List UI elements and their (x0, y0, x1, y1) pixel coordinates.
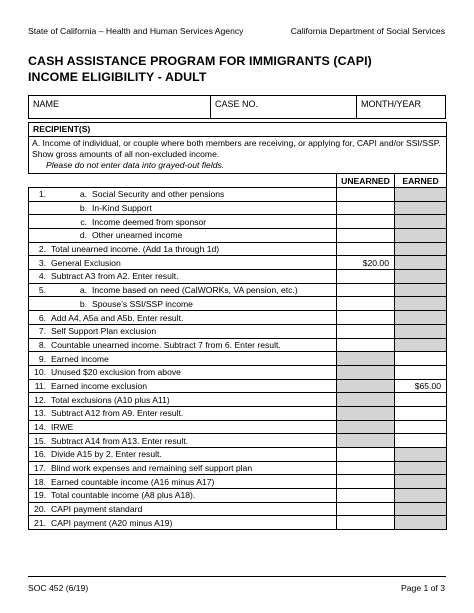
line-item-description (29, 461, 337, 475)
line-item-label: CAPI payment standard (51, 504, 143, 515)
earned-amount-cell (395, 502, 447, 516)
name-field[interactable]: NAME (29, 96, 211, 118)
sub-item-letter: a. (79, 285, 87, 296)
table-row (29, 283, 447, 297)
grayed-fields-note: Please do not enter data into grayed-out fields. (46, 160, 225, 171)
line-item-description (29, 242, 337, 256)
line-item-label: Subtract A12 from A9. Enter result. (51, 408, 184, 419)
line-number: 3. (38, 257, 46, 268)
unearned-amount-cell[interactable] (337, 311, 395, 325)
line-item-label: IRWE (51, 422, 74, 433)
line-item-description (29, 311, 337, 325)
section-a-intro (29, 136, 447, 174)
section-a-prefix: A. (32, 137, 41, 148)
identification-fields (28, 95, 446, 119)
line-item-label: Earned income exclusion (51, 380, 148, 391)
line-item-description (29, 502, 337, 516)
earned-amount-cell (395, 297, 447, 311)
sub-item-letter: b. (79, 298, 87, 309)
unearned-amount-cell[interactable] (337, 283, 395, 297)
line-item-description (29, 215, 337, 229)
table-row (29, 393, 447, 407)
line-item-label: Unused $20 exclusion from above (51, 367, 181, 378)
table-row (29, 365, 447, 379)
earned-amount-cell[interactable] (395, 352, 447, 366)
line-item-description (29, 283, 337, 297)
line-item-label: Subtract A3 from A2. Enter result. (51, 271, 179, 282)
unearned-amount-cell[interactable] (337, 516, 395, 530)
line-item-label: Divide A15 by 2. Enter result. (51, 449, 162, 460)
agency-header: State of California – Health and Human Services Agency (28, 26, 244, 36)
table-row (29, 461, 447, 475)
line-item-description (29, 516, 337, 530)
earned-amount-cell (395, 489, 447, 503)
unearned-amount-cell[interactable] (337, 270, 395, 284)
unearned-amount-cell (337, 352, 395, 366)
earned-amount-cell[interactable] (395, 406, 447, 420)
line-item-description (29, 201, 337, 215)
table-row (29, 187, 447, 201)
line-item-label: Earned income (51, 353, 109, 364)
earned-amount-cell (395, 256, 447, 270)
column-header-spacer (29, 174, 337, 188)
unearned-amount-cell: $20.00 (337, 256, 395, 270)
table-row (29, 448, 447, 462)
line-item-description (29, 229, 337, 243)
line-item-label: In-Kind Support (92, 203, 152, 214)
unearned-amount-cell[interactable] (337, 187, 395, 201)
table-row (29, 516, 447, 530)
line-item-description (29, 352, 337, 366)
earned-amount-cell[interactable] (395, 393, 447, 407)
line-item-label: Add A4, A5a and A5b. Enter result. (51, 312, 184, 323)
line-item-description (29, 475, 337, 489)
line-item-description (29, 434, 337, 448)
table-row (29, 434, 447, 448)
line-number: 13. (34, 408, 46, 419)
earned-amount-cell (395, 201, 447, 215)
earned-amount-cell[interactable] (395, 434, 447, 448)
line-item-label: Earned countable income (A16 minus A17) (51, 476, 215, 487)
line-number: 20. (34, 504, 46, 515)
line-item-description (29, 448, 337, 462)
line-item-label: Other unearned income (92, 230, 183, 241)
earned-amount-cell (395, 324, 447, 338)
earned-amount-cell (395, 516, 447, 530)
case-number-field[interactable]: CASE NO. (211, 96, 357, 118)
recipient-heading: RECIPIENT(S) (29, 123, 447, 137)
income-eligibility-table (28, 122, 447, 530)
unearned-amount-cell (337, 434, 395, 448)
earned-amount-cell (395, 229, 447, 243)
table-row (29, 489, 447, 503)
column-header-unearned: UNEARNED (337, 174, 395, 188)
line-item-description (29, 256, 337, 270)
earned-amount-cell (395, 448, 447, 462)
table-row (29, 338, 447, 352)
line-number: 16. (34, 449, 46, 460)
line-item-label: Spouse’s SSI/SSP income (92, 298, 193, 309)
line-number: 6. (38, 312, 46, 323)
table-row (29, 229, 447, 243)
line-item-description (29, 379, 337, 393)
line-item-description (29, 338, 337, 352)
unearned-amount-cell (337, 379, 395, 393)
unearned-amount-cell (337, 420, 395, 434)
line-number: 21. (34, 517, 46, 528)
line-item-label: CAPI payment (A20 minus A19) (51, 517, 173, 528)
line-number: 9. (38, 353, 46, 364)
sub-item-letter: d. (79, 230, 87, 241)
table-row (29, 475, 447, 489)
line-item-description (29, 297, 337, 311)
unearned-amount-cell (337, 365, 395, 379)
line-item-description (29, 270, 337, 284)
unearned-amount-cell[interactable] (337, 338, 395, 352)
line-item-description (29, 420, 337, 434)
unearned-amount-cell[interactable] (337, 489, 395, 503)
sub-item-letter: c. (80, 216, 87, 227)
table-row (29, 420, 447, 434)
table-row (29, 379, 447, 393)
table-row (29, 311, 447, 325)
unearned-amount-cell[interactable] (337, 448, 395, 462)
unearned-amount-cell[interactable] (337, 461, 395, 475)
line-number: 10. (34, 367, 46, 378)
line-item-label: Self Support Plan exclusion (51, 326, 157, 337)
line-item-label: Income deemed from sponsor (92, 216, 207, 227)
table-row (29, 297, 447, 311)
line-number: 4. (38, 271, 46, 282)
line-number: 12. (34, 394, 46, 405)
line-item-description (29, 489, 337, 503)
line-number: 19. (34, 490, 46, 501)
line-number: 7. (38, 326, 46, 337)
line-number: 1. (38, 189, 46, 200)
table-row (29, 406, 447, 420)
line-item-label: General Exclusion (51, 257, 121, 268)
earned-amount-cell (395, 311, 447, 325)
line-number: 8. (38, 339, 46, 350)
unearned-amount-cell[interactable] (337, 502, 395, 516)
table-row (29, 502, 447, 516)
table-row (29, 242, 447, 256)
line-item-label: Total exclusions (A10 plus A11) (51, 394, 170, 405)
line-number: 11. (34, 380, 46, 391)
line-item-description (29, 406, 337, 420)
line-item-label: Income based on need (CalWORKs, VA pension, etc.) (92, 285, 298, 296)
sub-item-letter: a. (79, 189, 87, 200)
earned-amount-cell (395, 283, 447, 297)
table-row (29, 270, 447, 284)
unearned-amount-cell[interactable] (337, 229, 395, 243)
earned-amount-cell (395, 461, 447, 475)
unearned-amount-cell[interactable] (337, 215, 395, 229)
line-number: 17. (34, 463, 46, 474)
line-item-description (29, 393, 337, 407)
line-number: 18. (34, 476, 46, 487)
line-item-description (29, 365, 337, 379)
line-number: 15. (34, 435, 46, 446)
form-title-line2: INCOME ELIGIBILITY - ADULT (28, 70, 207, 84)
line-item-label: Total countable income (A8 plus A18). (51, 490, 196, 501)
earned-amount-cell[interactable] (395, 420, 447, 434)
earned-amount-cell (395, 338, 447, 352)
line-item-label: Social Security and other pensions (92, 189, 225, 200)
table-row (29, 324, 447, 338)
line-number: 14. (34, 422, 46, 433)
earned-amount-cell (395, 187, 447, 201)
earned-amount-cell (395, 242, 447, 256)
line-item-label: Countable unearned income. Subtract 7 from 6. Enter result. (51, 339, 281, 350)
month-year-field[interactable]: MONTH/YEAR (361, 99, 422, 109)
unearned-amount-cell[interactable] (337, 297, 395, 311)
earned-amount-cell (395, 270, 447, 284)
unearned-amount-cell[interactable] (337, 242, 395, 256)
table-row (29, 215, 447, 229)
line-item-label: Total unearned income. (Add 1a through 1d) (51, 244, 220, 255)
form-title (28, 53, 372, 85)
earned-amount-cell: $65.00 (395, 379, 447, 393)
line-number: 2. (38, 244, 46, 255)
form-title-line1: CASH ASSISTANCE PROGRAM FOR IMMIGRANTS (CAPI) (28, 54, 372, 68)
unearned-amount-cell (337, 393, 395, 407)
table-row (29, 352, 447, 366)
earned-amount-cell (395, 475, 447, 489)
line-item-label: Blind work expenses and remaining self support plan (51, 463, 253, 474)
unearned-amount-cell[interactable] (337, 324, 395, 338)
page-number: Page 1 of 3 (401, 583, 445, 593)
department-header: California Department of Social Services (290, 26, 445, 36)
line-item-label: Subtract A14 from A13. Enter result. (51, 435, 189, 446)
line-item-description (29, 187, 337, 201)
line-number: 5. (38, 285, 46, 296)
table-row (29, 201, 447, 215)
sub-item-letter: b. (79, 203, 87, 214)
table-row (29, 256, 447, 270)
section-a-text: Income of individual, or couple where both members are receiving, or applying for, CAPI and/or SSI/SSP. Show gross amounts of all non-excluded income. (32, 137, 441, 159)
unearned-amount-cell[interactable] (337, 475, 395, 489)
line-item-description (29, 324, 337, 338)
column-header-earned: EARNED (395, 174, 447, 188)
unearned-amount-cell[interactable] (337, 201, 395, 215)
unearned-amount-cell (337, 406, 395, 420)
form-id: SOC 452 (6/19) (28, 583, 89, 593)
earned-amount-cell[interactable] (395, 365, 447, 379)
footer-rule (28, 576, 446, 577)
earned-amount-cell (395, 215, 447, 229)
